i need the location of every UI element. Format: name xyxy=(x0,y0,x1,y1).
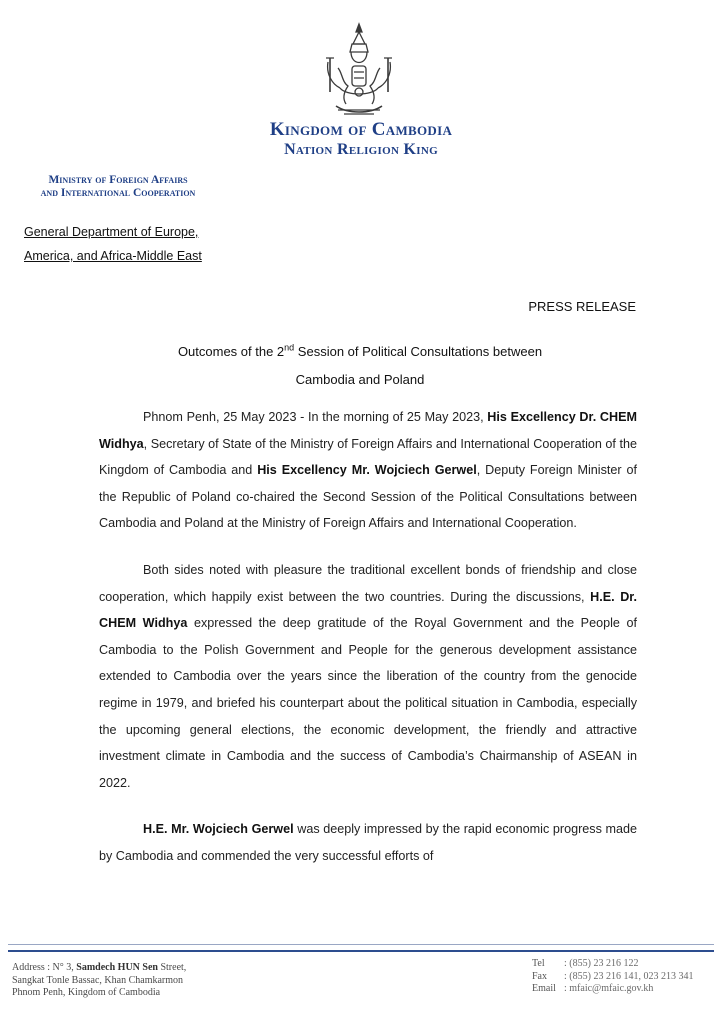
footer-divider-thick xyxy=(8,950,714,952)
title-line-2: Cambodia and Poland xyxy=(295,372,425,387)
contact-fax: Fax : (855) 23 216 141, 023 213 341 xyxy=(532,970,694,982)
paragraph-1: Phnom Penh, 25 May 2023 - In the morning of 25 May 2023, His Excellency Dr. CHEM Widhya, Secretary of State of the Ministry of Foreign Affairs and International Cooperation of the Kingdom of Cambodia and His Excellency Mr. Wojciech Gerwel, Deputy Foreign Minister of the Republic of Poland co-chaired the Second Session of the Political Consultations between Cambodia and Poland at the Ministry of Foreign Affairs and International Cooperation. xyxy=(99,410,637,531)
address-line-2: Sangkat Tonle Bassac, Khan Chamkarmon xyxy=(12,974,184,986)
ministry-line-1: Ministry of Foreign Affairs xyxy=(48,174,188,186)
footer-contacts xyxy=(532,958,693,996)
press-release-body xyxy=(99,404,637,890)
kingdom-name: Kingdom of Cambodia xyxy=(269,119,453,140)
national-motto: Nation Religion King xyxy=(284,141,438,158)
royal-coat-of-arms-icon xyxy=(318,22,400,120)
paragraph-3: H.E. Mr. Wojciech Gerwel was deeply impressed by the rapid economic progress made by Cambodia and commended the very successful efforts of xyxy=(99,822,637,863)
address-line-3: Phnom Penh, Kingdom of Cambodia xyxy=(12,987,161,998)
press-release-title xyxy=(110,338,610,394)
kingdom-heading xyxy=(230,120,492,160)
footer-address xyxy=(12,962,186,1000)
paragraph-2: Both sides noted with pleasure the traditional excellent bonds of friendship and close cooperation, which happily exist between the two countries. During the discussions, H.E. Dr. CHEM Widhya expressed the deep gratitude of the Royal Government and the People of Cambodia to the Polish Government and People for the generous development assistance extended to Cambodia over the years since the liberation of the country from the genocide regime in 1979, and briefed his counterpart about the political situation in Cambodia, especially the upcoming general elections, the economic development, the friendly and attractive investment climate in Cambodia and the success of Cambodia’s Chairmanship of ASEAN in 2022. xyxy=(99,562,638,790)
footer-divider-thin xyxy=(8,944,714,945)
ministry-name xyxy=(12,174,224,200)
department-line-1: General Department of Europe, xyxy=(24,225,199,239)
document-type-label: PRESS RELEASE xyxy=(528,299,636,314)
title-line-1: Outcomes of the 2nd Session of Political Consultations between xyxy=(177,342,543,359)
contact-tel: Tel : (855) 23 216 122 xyxy=(532,958,639,969)
ministry-line-2: and International Cooperation xyxy=(40,187,196,199)
contact-email: Email : mfaic@mfaic.gov.kh xyxy=(532,983,654,994)
department-name xyxy=(24,220,202,268)
department-line-2: America, and Africa-Middle East xyxy=(24,249,202,263)
address-line-1: Address : N° 3, Samdech HUN Sen Street, xyxy=(12,962,187,973)
